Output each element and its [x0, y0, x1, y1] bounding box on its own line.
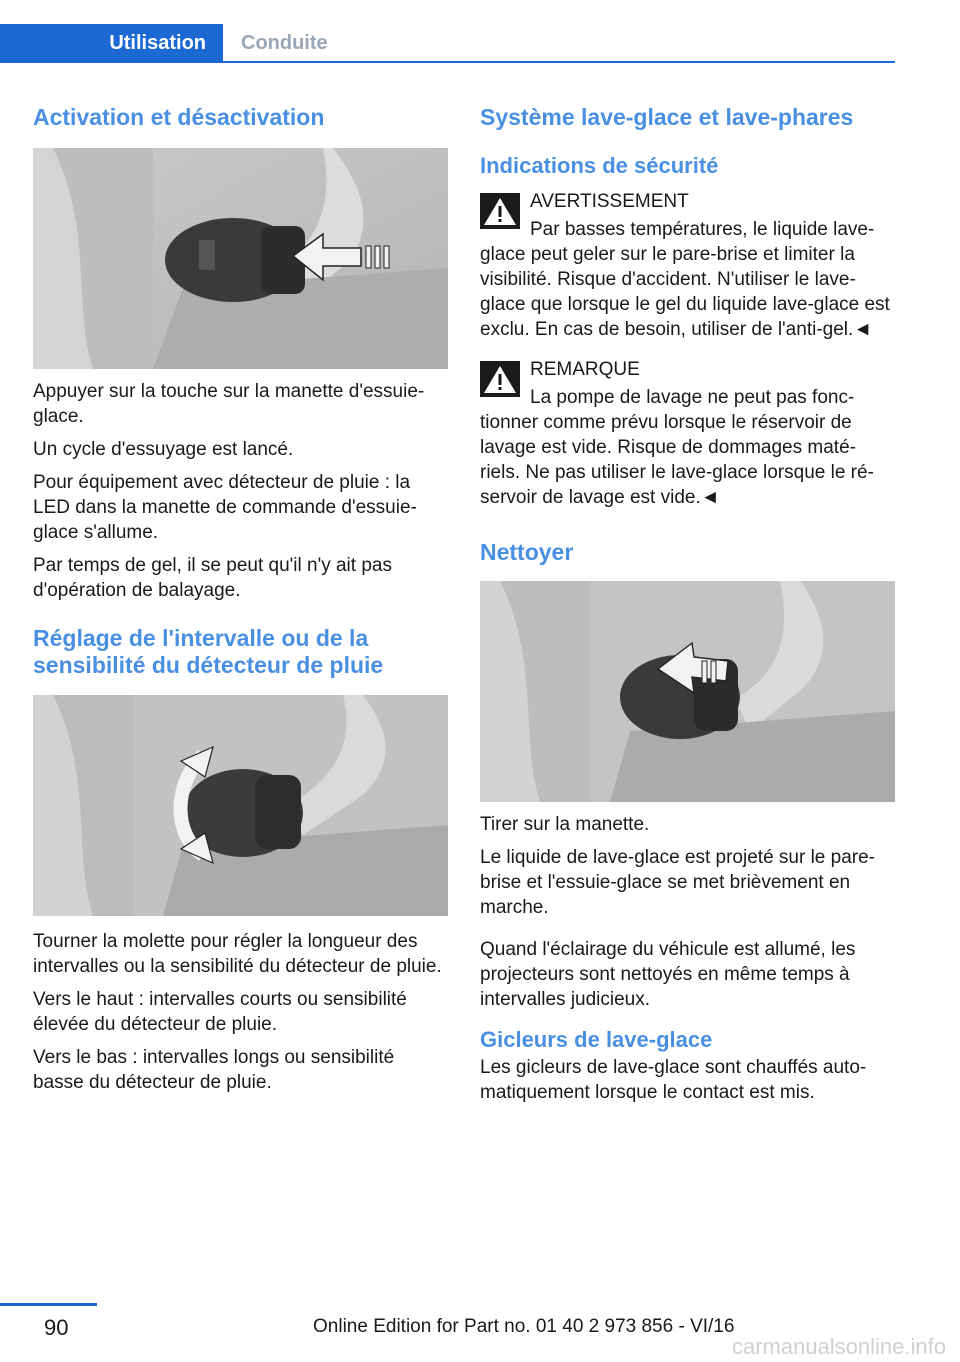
warning-triangle-icon [480, 361, 520, 397]
heading-gicleurs: Gicleurs de lave-glace [480, 1027, 713, 1052]
left-paragraph-7: Vers le bas : intervalles longs ou sensibilité basse du détecteur de pluie. [33, 1047, 395, 1093]
left-paragraph-5: Tourner la molette pour régler la longueur des intervalles ou la sensibilité du détecteur de pluie. [33, 931, 442, 977]
right-paragraph-3: Quand l'éclairage du véhicule est allumé, les projecteurs sont nettoyés en même temps à intervalles judicieux. [480, 939, 856, 1010]
warning-title-2: REMARQUE [530, 359, 640, 380]
footer-edition: Online Edition for Part no. 01 40 2 973 856 - VI/16 [313, 1316, 735, 1337]
warning-block-2 [480, 357, 895, 510]
left-paragraph-6: Vers le haut : intervalles courts ou sensibilité élevée du détecteur de pluie. [33, 989, 407, 1035]
warning-triangle-icon [480, 193, 520, 229]
heading-systeme: Système lave-glace et lave-phares [480, 104, 854, 130]
left-paragraph-2: Un cycle d'essuyage est lancé. [33, 439, 294, 460]
warning-text-1: Par basses températures, le liquide lave-glace peut geler sur le pare-brise et limiter la visibilité. Risque d'accident. N'utiliser le lave-glace que lorsque le gel du liquide lave-glace est exclu. En cas de besoin, utiliser de l'anti-gel.◄ [480, 219, 890, 340]
heading-nettoyer: Nettoyer [480, 539, 574, 565]
heading-securite: Indications de sécurité [480, 153, 719, 178]
left-paragraph-4: Par temps de gel, il se peut qu'il n'y ait pas d'opération de balayage. [33, 555, 392, 601]
header-tabs [0, 24, 895, 62]
heading-reglage: Réglage de l'intervalle ou de la sensibilité du détecteur de pluie [33, 625, 384, 678]
right-paragraph-4: Les gicleurs de lave-glace sont chauffés auto-matiquement lorsque le contact est mis. [480, 1057, 867, 1103]
left-column [33, 100, 448, 1095]
tab-conduite[interactable]: Conduite [241, 31, 328, 54]
page-number: 90 [44, 1315, 69, 1340]
tab-utilisation[interactable]: Utilisation [0, 24, 223, 62]
footer-accent-line [0, 1303, 97, 1306]
wiper-stalk-pull-illustration [480, 581, 895, 802]
watermark: carmanualsonline.info [731, 1334, 946, 1359]
heading-activation: Activation et désactivation [33, 104, 325, 130]
right-paragraph-1: Tirer sur la manette. [480, 814, 650, 835]
left-paragraph-3: Pour équipement avec détecteur de pluie : la LED dans la manette de commande d'essuie-glace s'allume. [33, 472, 417, 543]
right-paragraph-2: Le liquide de lave-glace est projeté sur le pare-brise et l'essuie-glace se met brièvement en marche. [480, 847, 876, 918]
warning-block-1 [480, 189, 895, 342]
header-divider [0, 61, 895, 63]
warning-text-2: La pompe de lavage ne peut pas fonc-tionner comme prévu lorsque le réservoir de lavage est vide. Risque de dommages maté-riels. Ne pas utiliser le lave-glace lorsque le ré-servoir de lavage est vide.◄ [480, 387, 874, 508]
wiper-thumbwheel-illustration [33, 695, 448, 916]
wiper-stalk-press-illustration [33, 148, 448, 369]
warning-title-1: AVERTISSEMENT [530, 191, 689, 212]
right-column [480, 100, 895, 1105]
left-paragraph-1: Appuyer sur la touche sur la manette d'essuie-glace. [33, 381, 425, 427]
